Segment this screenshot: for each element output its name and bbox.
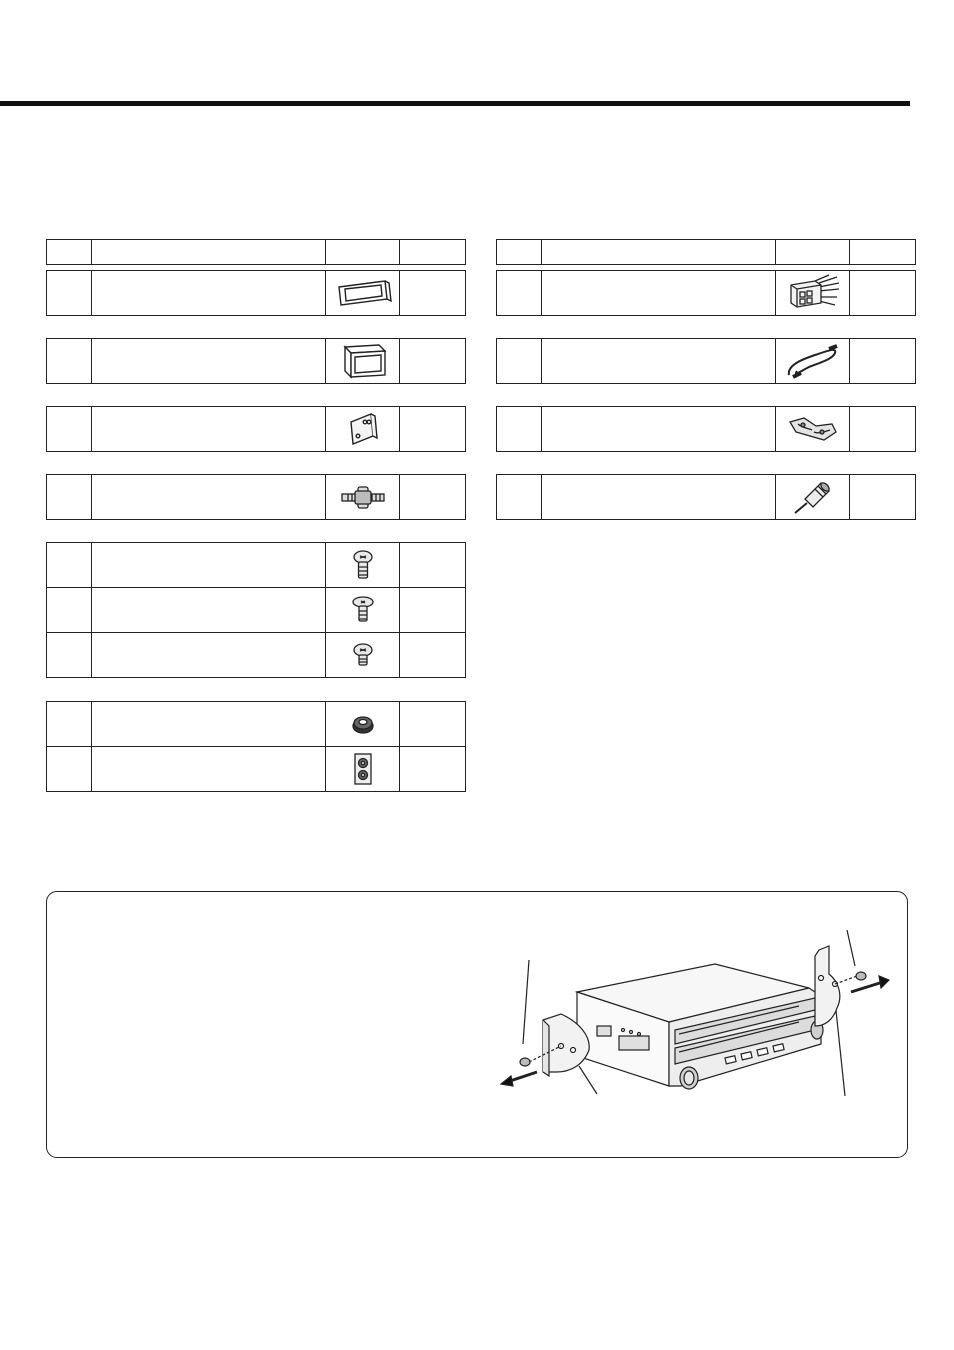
part-name — [92, 747, 326, 792]
parts-group — [496, 338, 916, 384]
part-qty — [400, 633, 466, 678]
part-number — [47, 588, 92, 633]
part-qty — [850, 475, 916, 520]
col-qty — [400, 240, 466, 265]
parts-group — [46, 406, 466, 452]
left-parts-table-header — [46, 239, 466, 265]
part-qty — [850, 407, 916, 452]
col-no — [497, 240, 542, 265]
part-name — [542, 271, 776, 316]
wiring-harness-icon — [776, 271, 850, 316]
table-row — [47, 475, 466, 520]
table-row — [47, 407, 466, 452]
cushion-pad-icon — [326, 747, 400, 792]
part-qty — [400, 588, 466, 633]
parts-group — [46, 701, 466, 792]
part-qty — [400, 702, 466, 747]
part-number — [47, 702, 92, 747]
part-number — [497, 339, 542, 384]
part-number — [47, 543, 92, 588]
table-row — [47, 588, 466, 633]
table-row — [47, 543, 466, 588]
cable-clamp-icon — [776, 407, 850, 452]
part-qty — [850, 339, 916, 384]
parts-group — [46, 270, 466, 316]
col-name — [542, 240, 776, 265]
head-unit-bracket-removal-icon — [499, 926, 899, 1105]
rubber-grommet-icon — [326, 702, 400, 747]
table-row — [47, 747, 466, 792]
part-qty — [400, 747, 466, 792]
part-number — [47, 271, 92, 316]
part-qty — [850, 271, 916, 316]
part-number — [47, 633, 92, 678]
part-qty — [400, 339, 466, 384]
part-name — [92, 339, 326, 384]
right-parts-table-header — [496, 239, 916, 265]
flat-bracket-icon — [326, 407, 400, 452]
part-number — [47, 747, 92, 792]
countersunk-screw-icon — [326, 588, 400, 633]
part-number — [47, 407, 92, 452]
escutcheon-icon — [326, 271, 400, 316]
table-row — [497, 407, 916, 452]
part-number — [497, 475, 542, 520]
short-screw-icon — [326, 633, 400, 678]
mounting-sleeve-icon — [326, 339, 400, 384]
parts-group — [496, 406, 916, 452]
col-no — [47, 240, 92, 265]
table-row — [497, 475, 916, 520]
parts-group — [496, 474, 916, 520]
part-qty — [400, 407, 466, 452]
top-rule — [0, 101, 910, 106]
parts-group — [46, 542, 466, 678]
part-name — [92, 543, 326, 588]
part-qty — [400, 271, 466, 316]
table-row — [47, 271, 466, 316]
part-number — [497, 407, 542, 452]
part-name — [542, 475, 776, 520]
part-name — [92, 588, 326, 633]
part-qty — [400, 475, 466, 520]
parts-group — [46, 474, 466, 520]
col-figure — [776, 240, 850, 265]
col-qty — [850, 240, 916, 265]
table-row — [497, 271, 916, 316]
part-name — [92, 633, 326, 678]
table-row — [497, 339, 916, 384]
part-number — [47, 339, 92, 384]
parts-group — [46, 338, 466, 384]
flat-head-screw-icon — [326, 543, 400, 588]
table-row — [47, 633, 466, 678]
part-name — [92, 702, 326, 747]
part-number — [497, 271, 542, 316]
part-name — [92, 407, 326, 452]
table-row — [47, 339, 466, 384]
table-row — [47, 702, 466, 747]
col-name — [92, 240, 326, 265]
part-qty — [400, 543, 466, 588]
part-name — [92, 271, 326, 316]
antenna-adapter-icon — [776, 475, 850, 520]
col-figure — [326, 240, 400, 265]
part-number — [47, 475, 92, 520]
part-name — [92, 475, 326, 520]
extension-cord-icon — [776, 339, 850, 384]
part-name — [542, 339, 776, 384]
threaded-bolt-icon — [326, 475, 400, 520]
part-name — [542, 407, 776, 452]
parts-group — [496, 270, 916, 316]
